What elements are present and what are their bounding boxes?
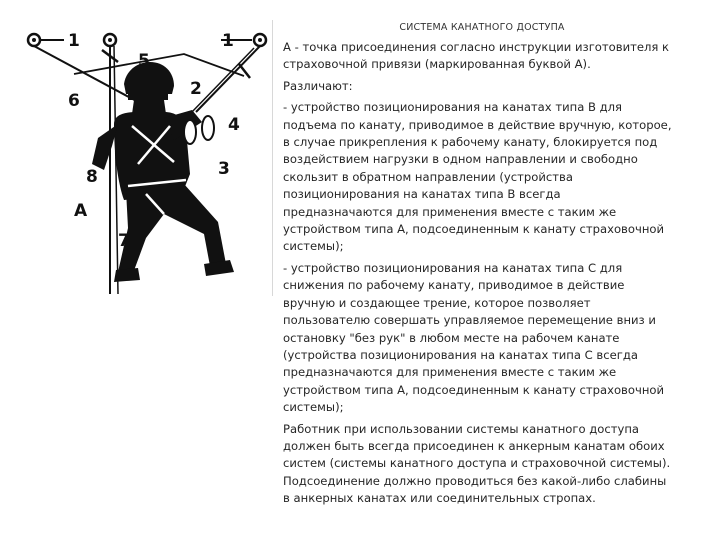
figure-label-7: 7	[118, 231, 130, 251]
figure-label-2: 2	[190, 79, 202, 99]
figure-label-1-right: 1	[222, 31, 234, 51]
figure-label-8: 8	[86, 167, 98, 187]
page-title: СИСТЕМА КАНАТНОГО ДОСТУПА	[399, 22, 565, 33]
anchor-icon-right	[254, 34, 266, 46]
paragraph-intro: Различают:	[283, 78, 353, 93]
paragraph-worker-connection: Работник при использовании системы канатного доступа должен быть всегда присоединен к анкерным канатам обоих систем (системы канатного доступа и страховочной системы). Подсоединение должно проводиться без какой-либо слабины в анкерных канатах или соединительных стропах.	[283, 421, 671, 506]
figure-label-5: 5	[138, 51, 150, 71]
anchor-icon-middle	[104, 34, 116, 46]
anchor-icon-left	[28, 34, 40, 46]
figure-label-3: 3	[218, 159, 230, 179]
figure-label-6: 6	[68, 91, 80, 111]
paragraph-type-c: - устройство позиционирования на канатах типа С для снижения по рабочему канату, приводимое в действие вручную и создающее трение, которое позволяет пользователю совершать управляемое перемещение вниз и остановку "без рук" в любом месте на рабочем канате (устройства позиционирования на канатах типа С всегда предназначаются для применения вместе с таким же устройством типа А, подсоединенным к канату страховочной системы);	[283, 260, 665, 415]
figure-label-A: A	[74, 201, 88, 221]
figure-label-1-left: 1	[68, 31, 80, 51]
figure-label-4: 4	[228, 115, 240, 135]
rope-access-illustration	[14, 14, 276, 302]
paragraph-attachment-point: А - точка присоединения согласно инструкции изготовителя к страховочной привязи (маркированная буквой А).	[283, 40, 670, 72]
column-divider	[272, 20, 273, 296]
text-column	[283, 22, 673, 512]
rope-access-figure	[14, 14, 276, 302]
paragraph-type-b: - устройство позиционирования на канатах типа В для подъема по канату, приводимое в действие вручную, которое, в случае прикрепления к рабочему канату, блокируется под воздействием нагрузки в одном направлении и свободно скользит в обратном направлении (устройства позиционирования на канатах типа В всегда предназначаются для применения вместе с таким же устройством типа А, подсоединенным к канату страховочной системы);	[283, 100, 672, 254]
